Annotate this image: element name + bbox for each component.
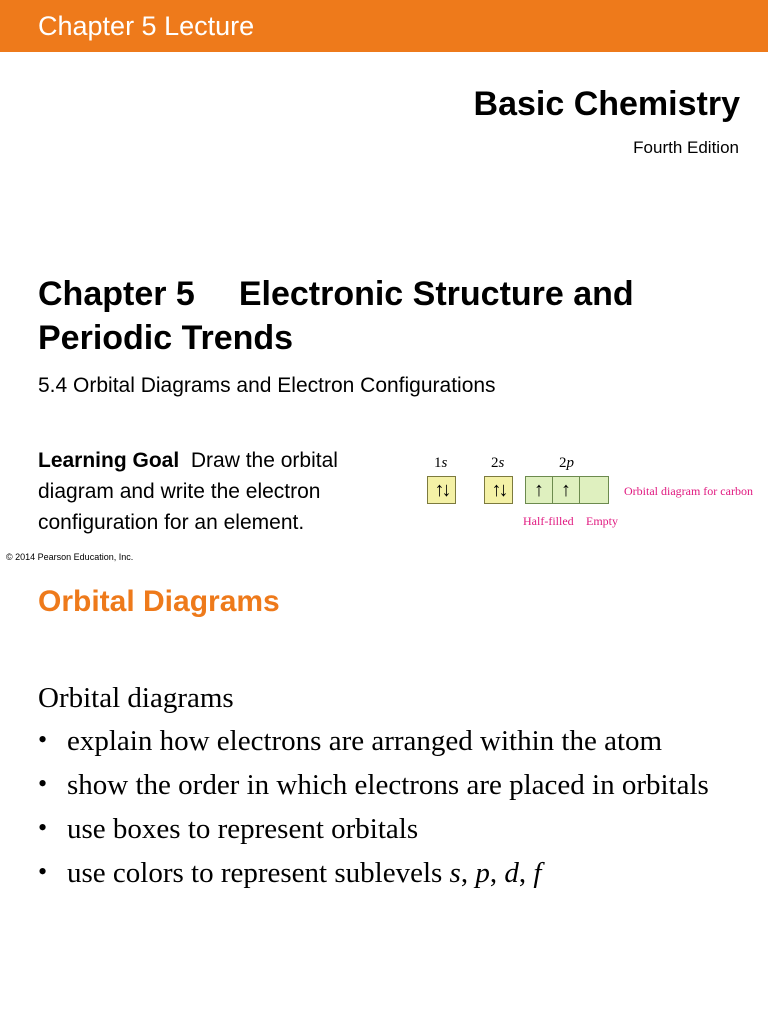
bullet-icon: •: [38, 769, 48, 798]
section-heading: Orbital Diagrams: [38, 585, 280, 618]
section-subtitle: 5.4 Orbital Diagrams and Electron Configurations: [38, 374, 496, 397]
orbital-label-2p: 2p: [559, 455, 574, 471]
header-bar: [0, 0, 768, 52]
empty-orbital: [580, 477, 608, 503]
lecture-title: Chapter 5 Lecture: [38, 11, 255, 41]
copyright: © 2014 Pearson Education, Inc.: [6, 552, 134, 562]
sublevel-d: d: [504, 857, 519, 889]
list-item: [38, 811, 738, 847]
learning-goal: [38, 445, 418, 538]
electron-pair-arrows: ↑↓: [434, 479, 449, 501]
body-lead: Orbital diagrams: [38, 682, 234, 714]
bullet-list: [38, 723, 738, 891]
list-item: [38, 767, 738, 803]
orbital-box-1s: [427, 476, 456, 504]
half-filled-note: Half-filled: [523, 514, 574, 528]
sublevel-p: p: [475, 857, 490, 889]
bullet-icon: •: [38, 725, 48, 754]
bullet-text: show the order in which electrons are placed in orbitals: [67, 769, 709, 801]
chapter-heading: [38, 272, 748, 360]
bullet-text: use boxes to represent orbitals: [67, 813, 419, 845]
book-title: Basic Chemistry: [473, 85, 740, 123]
orbital-diagram-figure: [424, 452, 764, 530]
orbital-box-2p: [525, 476, 609, 504]
bullet-text: explain how electrons are arranged within the atom: [67, 725, 663, 757]
sublevel-f: f: [533, 857, 542, 889]
electron-up-arrow: ↑: [526, 477, 553, 503]
list-item: [38, 723, 738, 759]
bullet-icon: •: [38, 813, 48, 842]
electron-up-arrow: ↑: [553, 477, 580, 503]
diagram-caption: Orbital diagram for carbon: [624, 484, 753, 498]
orbital-box-2s: [484, 476, 513, 504]
bullet-icon: •: [38, 857, 48, 886]
book-edition: Fourth Edition: [633, 138, 739, 157]
empty-note: Empty: [586, 514, 618, 528]
orbital-label-1s: 1s: [434, 455, 448, 471]
electron-pair-arrows: ↑↓: [491, 479, 506, 501]
chapter-number: Chapter 5: [38, 275, 195, 313]
sublevel-s: s: [449, 857, 461, 889]
learning-goal-text: Draw the orbital diagram and write the electron configuration for an element.: [38, 449, 338, 534]
list-item: • use colors to represent sublevels s, p, d, f: [38, 855, 738, 891]
orbital-label-2s: 2s: [491, 455, 505, 471]
slide-body: [38, 680, 738, 899]
learning-goal-label: Learning Goal: [38, 449, 180, 472]
chapter-title: Electronic Structure and Periodic Trends: [38, 275, 634, 357]
bullet-text: use colors to represent sublevels: [67, 857, 443, 889]
